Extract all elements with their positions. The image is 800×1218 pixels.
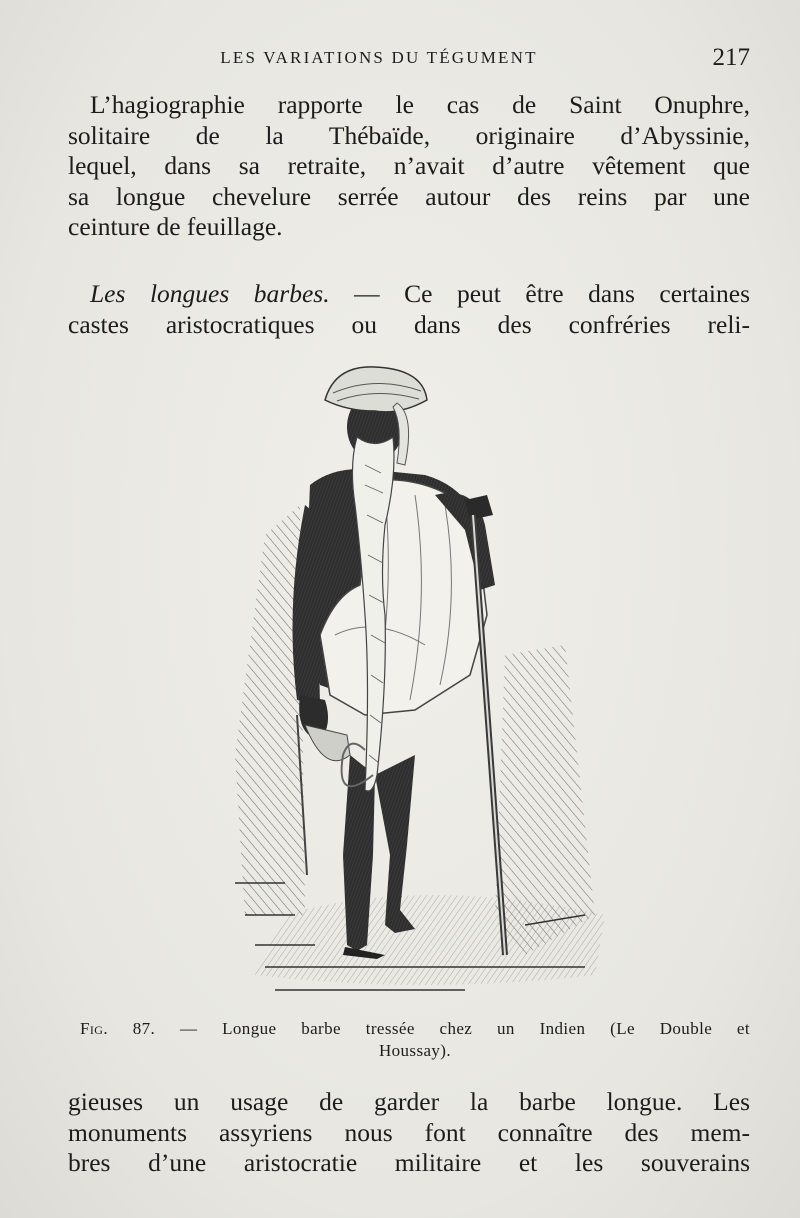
text-line: castes aristocratiques ou dans des confréries reli- [68, 309, 750, 339]
page-number: 217 [712, 44, 750, 71]
text-line: ceinture de feuillage. [68, 212, 283, 241]
text-line: lequel, dans sa retraite, n’avait d’autre vêtement que [68, 151, 750, 180]
figure-engraving [225, 355, 615, 1005]
paragraph-saint-onuphre [68, 90, 750, 243]
paragraph-continuation [68, 1087, 750, 1179]
section-heading: Les longues barbes. [90, 279, 330, 308]
running-title: LES VARIATIONS DU TÉGUMENT [220, 48, 538, 67]
text-fragment: — Ce peut être dans certaines [329, 279, 751, 308]
caption-text: — Longue barbe tressée chez un Indien (Le Double et [155, 1019, 750, 1038]
text-line: sa longue chevelure serrée autour des reins par une [68, 181, 750, 211]
figure-label: Fig. 87. [80, 1019, 156, 1038]
paragraph-longues-barbes [68, 279, 750, 340]
text-line: monuments assyriens nous font connaître des mem- [68, 1117, 750, 1147]
page-header [68, 44, 750, 70]
text-line: bres d’une aristocratie militaire et les souverains [68, 1148, 750, 1177]
figure-caption [80, 1018, 750, 1062]
text-line: gieuses un usage de garder la barbe longue. Les [68, 1087, 750, 1116]
text-line: L’hagiographie rapporte le cas de Saint Onuphre, [90, 90, 750, 119]
text-line: solitaire de la Thébaïde, originaire d’Abyssinie, [68, 120, 750, 150]
text-line [68, 279, 750, 310]
caption-line: Houssay). [378, 1041, 452, 1060]
caption-line [80, 1018, 750, 1040]
bearded-man-illustration [225, 355, 615, 1005]
